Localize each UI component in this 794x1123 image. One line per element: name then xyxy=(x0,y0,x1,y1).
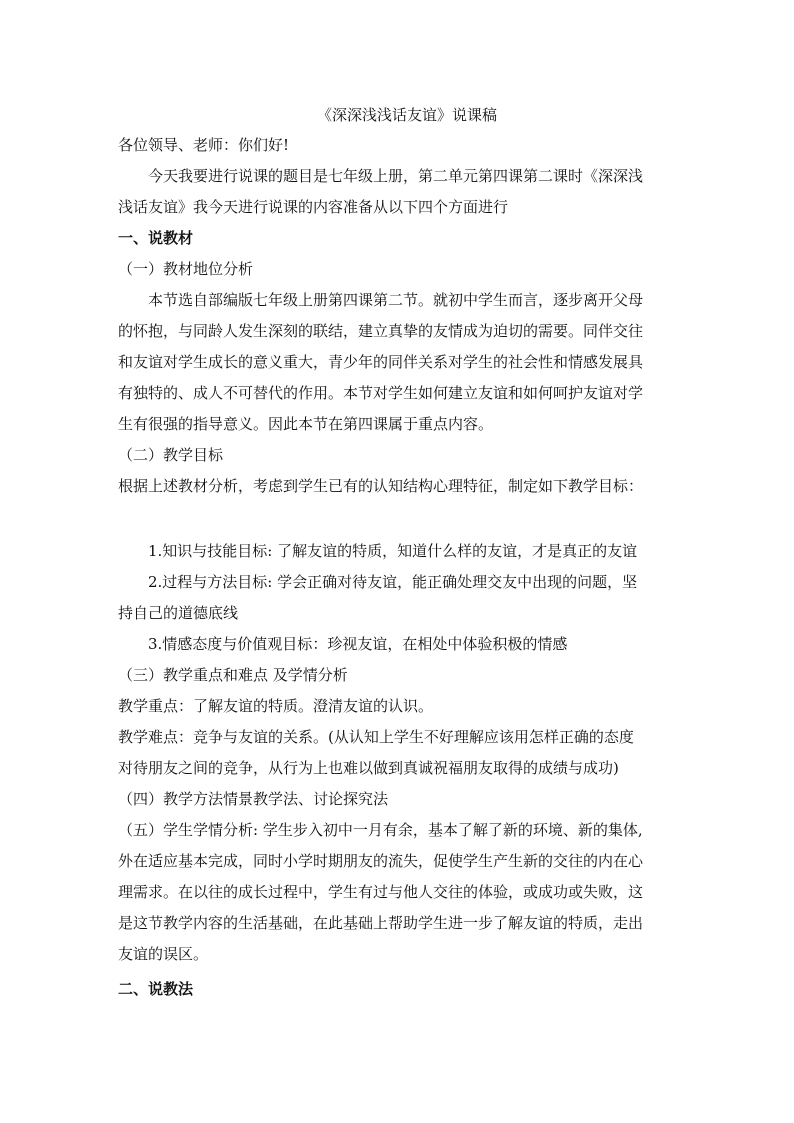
section-heading: 一、说教材 xyxy=(118,229,194,247)
teaching-difficulty: 对待朋友之间的竞争，从行为上也难以做到真诚祝福朋友取得的成绩与成功) xyxy=(118,759,619,777)
paragraph-line: 是这节教学内容的生活基础，在此基础上帮助学生进一步了解友谊的特质，走出 xyxy=(118,914,644,932)
goal-item: 3.情感态度与价值观目标：珍视友谊，在相处中体验积极的情感 xyxy=(148,635,568,653)
goal-item: 1.知识与技能目标: 了解友谊的特质，知道什么样的友谊，才是真正的友谊 xyxy=(148,542,638,560)
goal-item-continued: 持自己的道德底线 xyxy=(118,604,239,622)
blank-gap xyxy=(118,502,676,536)
teaching-difficulty: 教学难点：竞争与友谊的关系。(从认知上学生不好理解应该用怎样正确的态度 xyxy=(118,728,634,746)
intro-line: 今天我要进行说课的题目是七年级上册，第二单元第四课第二课时《深深浅 xyxy=(148,167,644,185)
paragraph-line: 理需求。在以往的成长过程中，学生有过与他人交往的体验，或成功或失败，这 xyxy=(118,883,644,901)
subsection-heading: （二）教学目标 xyxy=(118,446,224,464)
paragraph-line: 的怀抱，与同龄人发生深刻的联结，建立真挚的友情成为迫切的需要。同伴交往 xyxy=(118,322,644,340)
intro-line: 浅话友谊》我今天进行说课的内容准备从以下四个方面进行 xyxy=(118,198,509,216)
goal-item: 2.过程与方法目标: 学会正确对待友谊，能正确处理交友中出现的问题，坚 xyxy=(148,573,638,591)
document-title: 《深深浅浅话友谊》说课稿 xyxy=(316,106,497,124)
subsection-heading: （一）教材地位分析 xyxy=(118,260,254,278)
paragraph-line: 本节选自部编版七年级上册第四课第二节。就初中学生而言，逐步离开父母 xyxy=(148,291,644,309)
paragraph-line: 根据上述教材分析，考虑到学生已有的认知结构心理特征，制定如下教学目标： xyxy=(118,477,644,495)
paragraph-line: 外在适应基本完成，同时小学时期朋友的流失，促使学生产生新的交往的内在心 xyxy=(118,852,644,870)
subsection-heading: （四）教学方法情景教学法、讨论探究法 xyxy=(118,790,389,808)
paragraph-line: 生有很强的指导意义。因此本节在第四课属于重点内容。 xyxy=(118,415,494,433)
paragraph-line: 有独特的、成人不可替代的作用。本节对学生如何建立友谊和如何呵护友谊对学 xyxy=(118,384,644,402)
document-page xyxy=(118,100,676,1005)
section-heading: 二、说教法 xyxy=(118,980,194,998)
greeting: 各位领导、老师：你们好! xyxy=(118,136,290,154)
teaching-key-point: 教学重点：了解友谊的特质。澄清友谊的认识。 xyxy=(118,697,434,715)
paragraph-line: 和友谊对学生成长的意义重大，青少年的同伴关系对学生的社会性和情感发展具 xyxy=(118,353,644,371)
paragraph-line: （五）学生学情分析: 学生步入初中一月有余，基本了解了新的环境、新的集体, xyxy=(118,821,643,839)
subsection-heading: （三）教学重点和难点 及学情分析 xyxy=(118,666,348,684)
paragraph-line: 友谊的误区。 xyxy=(118,945,209,963)
